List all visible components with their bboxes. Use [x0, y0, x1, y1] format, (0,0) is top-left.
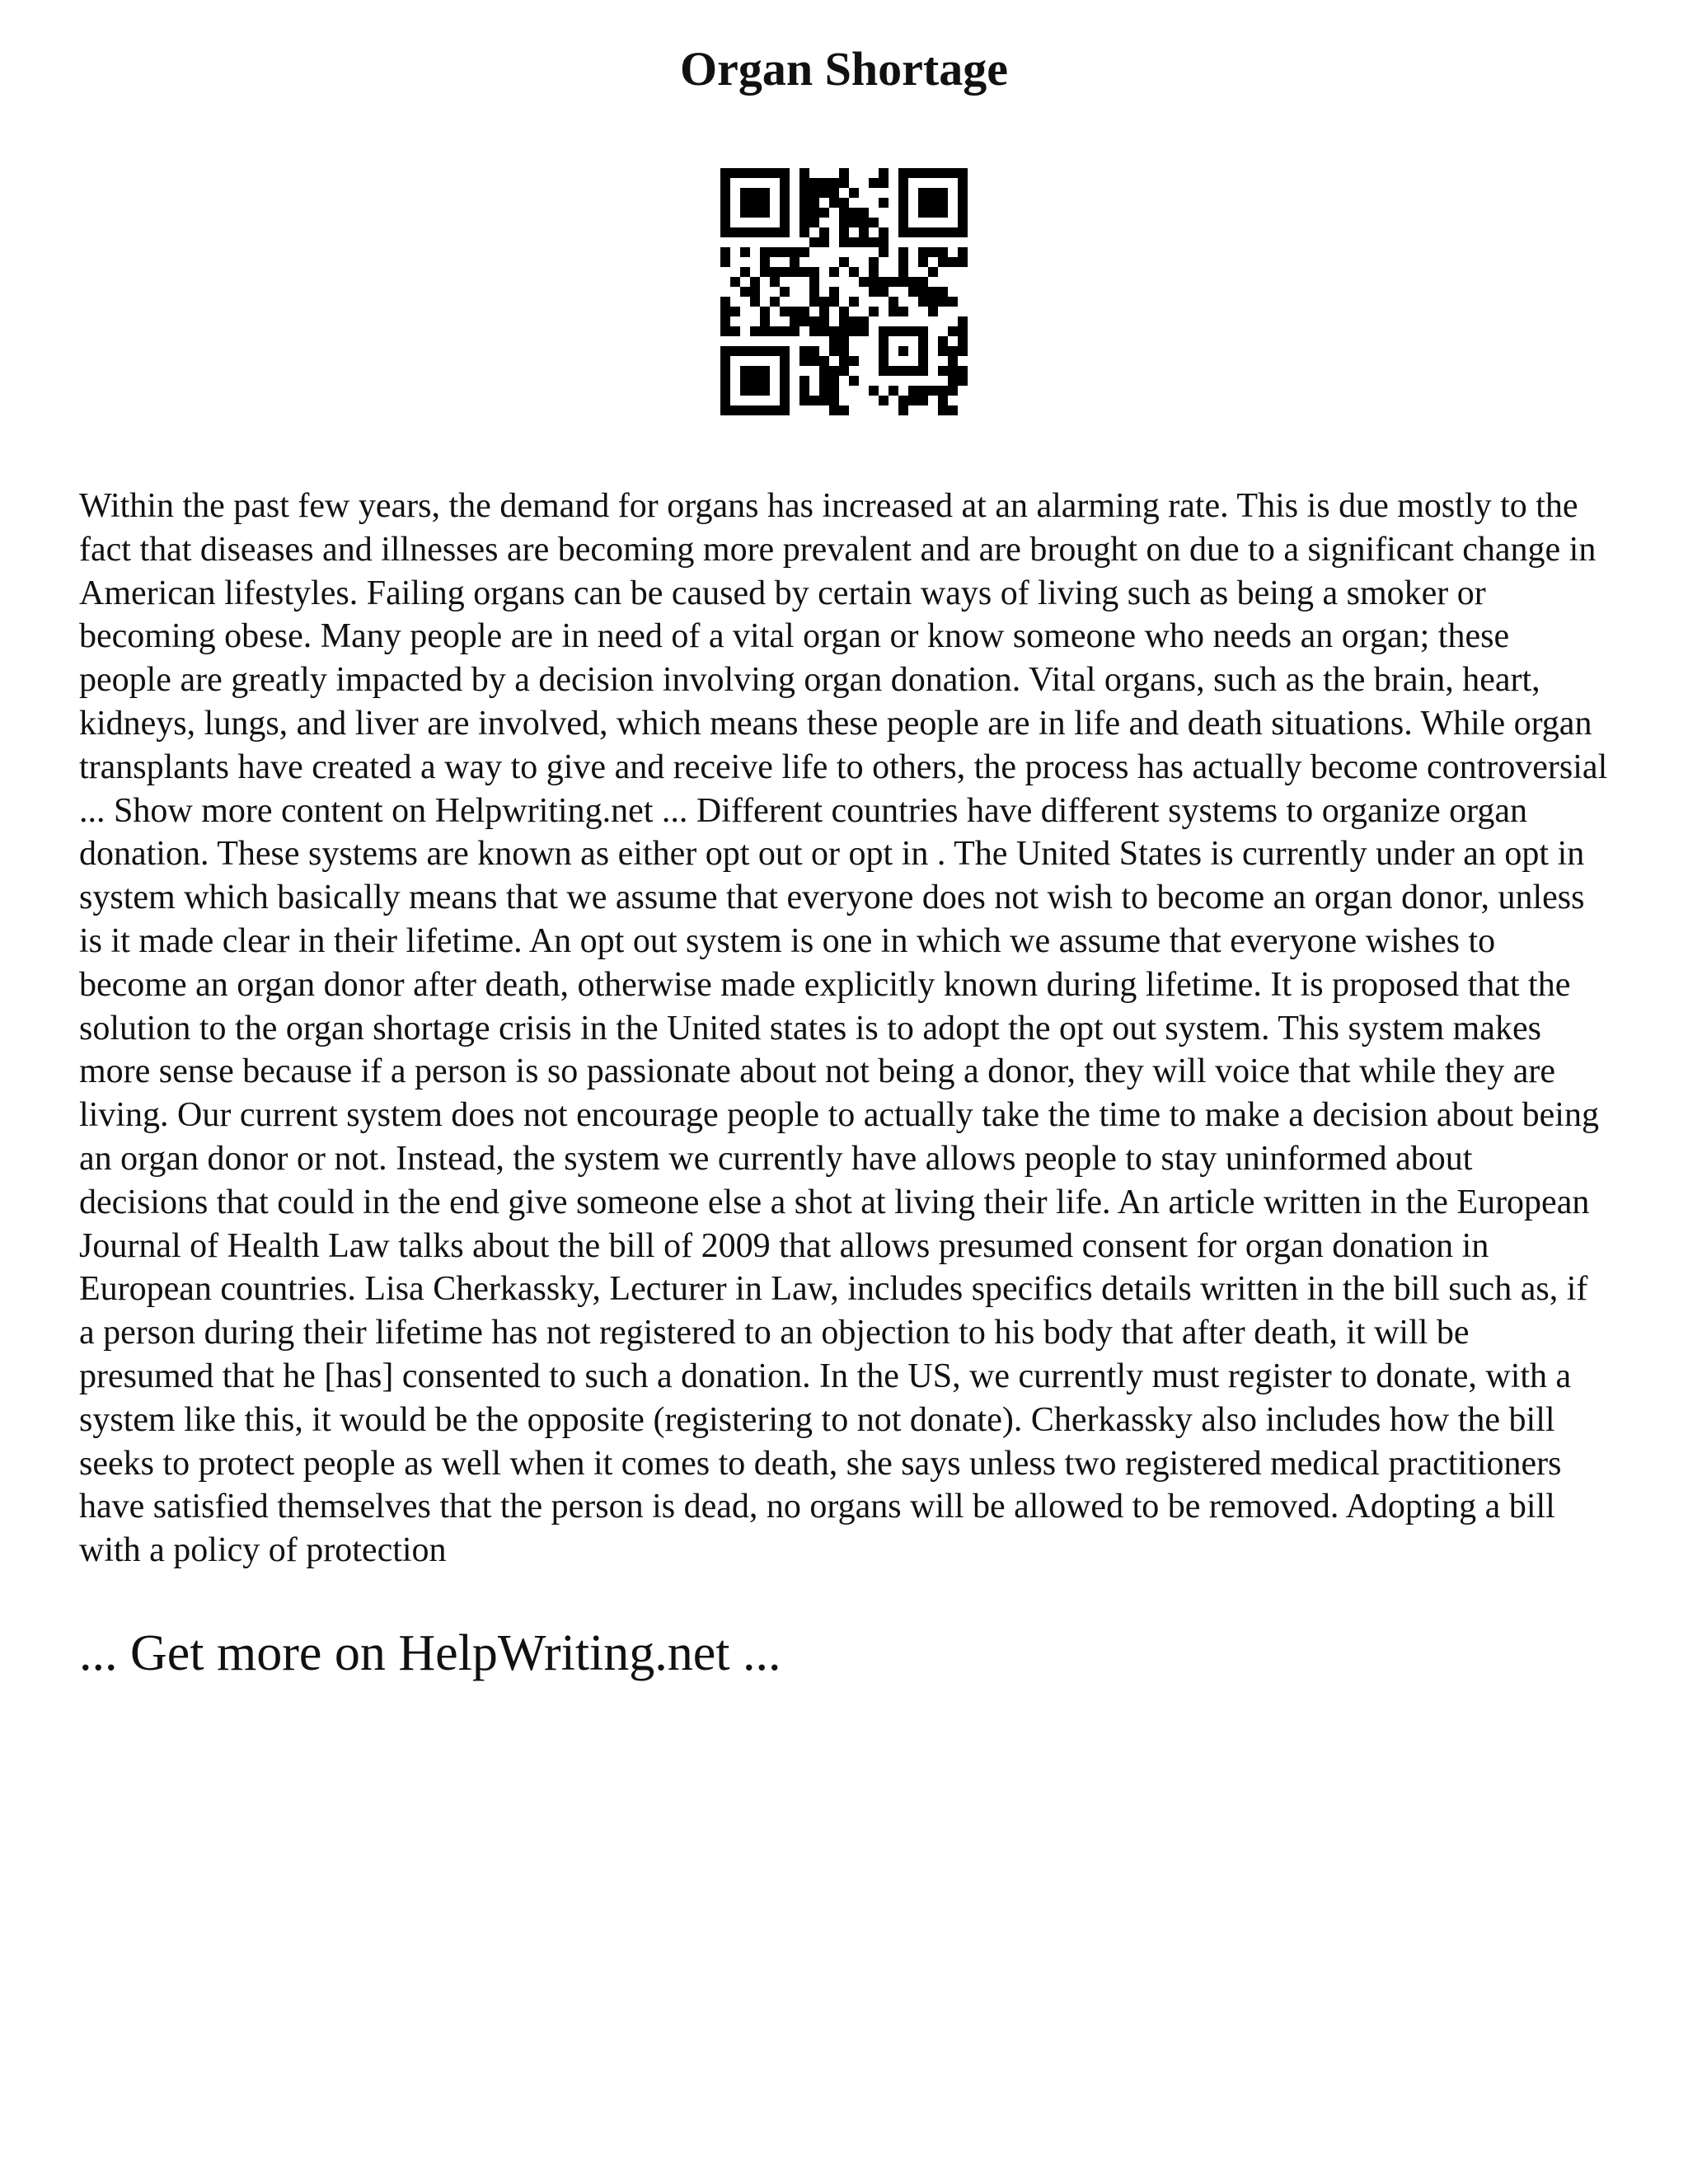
- qr-code-container: [79, 168, 1609, 415]
- qr-code-icon: [720, 168, 968, 415]
- document-body: Within the past few years, the demand for organs has increased at an alarming rate. This is due mostly to the fact that diseases and illnesses are becoming more prevalent and are brought on due to a significant change in American lifestyles. Failing organs can be caused by certain ways of living such as being a smoker or becoming obese. Many people are in need of a vital organ or know someone who needs an organ; these people are greatly impacted by a decision involving organ donation. Vital organs, such as the brain, heart, kidneys, lungs, and liver are involved, which means these people are in life and death situations. While organ transplants have created a way to give and receive life to others, the process has actually become controversial ... Show more content on Helpwriting.net ... Different countries have different systems to organize organ donation. These systems are known as either opt out or opt in . The United States is currently under an opt in system which basically means that we assume that everyone does not wish to become an organ donor, unless is it made clear in their lifetime. An opt out system is one in which we assume that everyone wishes to become an organ donor after death, otherwise made explicitly known during lifetime. It is proposed that the solution to the organ shortage crisis in the United states is to adopt the opt out system. This system makes more sense because if a person is so passionate about not being a donor, they will voice that while they are living. Our current system does not encourage people to actually take the time to make a decision about being an organ donor or not. Instead, the system we currently have allows people to stay uninformed about decisions that could in the end give someone else a shot at living their life. An article written in the European Journal of Health Law talks about the bill of 2009 that allows presumed consent for organ donation in European countries. Lisa Cherkassky, Lecturer in Law, includes specifics details written in the bill such as, if a person during their lifetime has not registered to an objection to his body that after death, it will be presumed that he [has] consented to such a donation. In the US, we currently must register to donate, with a system like this, it would be the opposite (registering to not donate). Cherkassky also includes how the bill seeks to protect people as well when it comes to death, she says unless two registered medical practitioners have satisfied themselves that the person is dead, no organs will be allowed to be removed. Adopting a bill with a policy of protection: [79, 487, 1608, 1570]
- document-title: Organ Shortage: [680, 42, 1008, 96]
- get-more-link[interactable]: ... Get more on HelpWriting.net ...: [79, 1624, 781, 1681]
